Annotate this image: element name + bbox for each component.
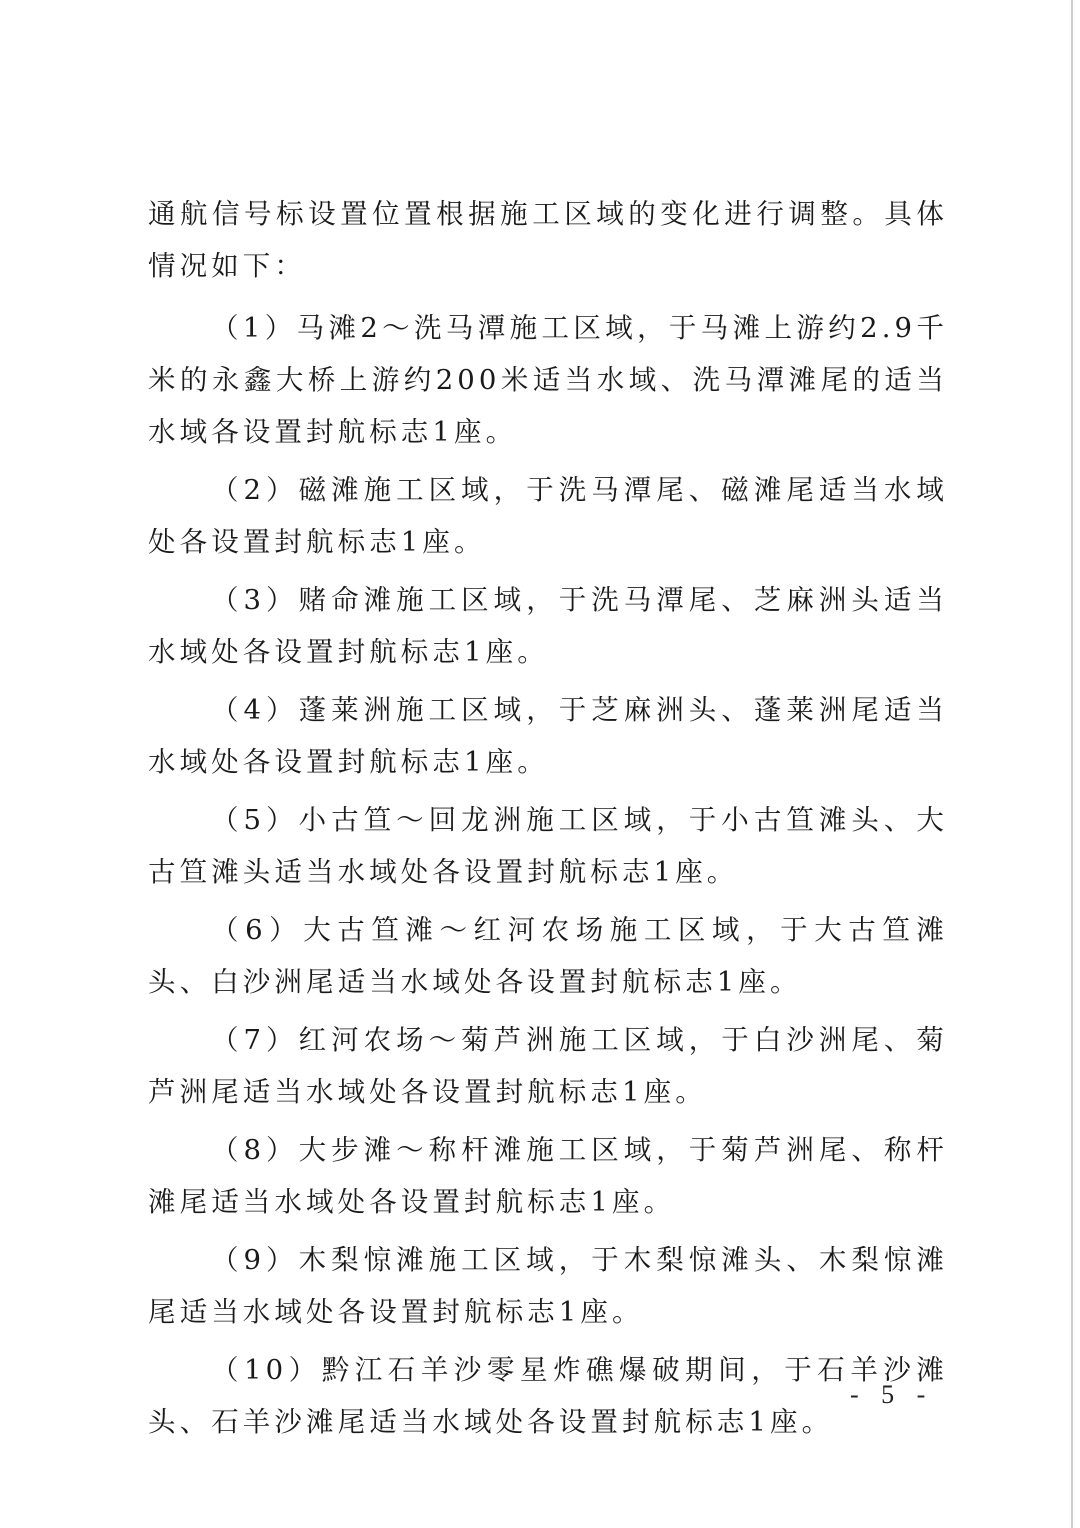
item-label: （6） bbox=[211, 914, 304, 946]
item-label: （3） bbox=[211, 584, 299, 616]
document-body bbox=[148, 188, 948, 1454]
item-text: 黔江石羊沙零星炸礁爆破期间，于石羊沙滩头、石羊沙滩尾适当水域处各设置封航标志1座。 bbox=[148, 1354, 948, 1438]
item-text: 磁滩施工区域，于洗马潭尾、磁滩尾适当水域处各设置封航标志1座。 bbox=[148, 474, 949, 558]
item-label: （4） bbox=[211, 694, 299, 726]
list-item-7 bbox=[148, 1014, 948, 1118]
list-item-2 bbox=[148, 464, 948, 568]
item-label: （2） bbox=[211, 474, 299, 506]
scan-edge-line bbox=[1071, 0, 1073, 1528]
item-label: （8） bbox=[211, 1134, 299, 1166]
item-text: 小古笪～回龙洲施工区域，于小古笪滩头、大古笪滩头适当水域处各设置封航标志1座。 bbox=[148, 804, 949, 888]
list-item-6 bbox=[148, 904, 948, 1008]
list-item-1 bbox=[148, 302, 948, 458]
page-number: - 5 - bbox=[850, 1380, 934, 1409]
item-text: 赌命滩施工区域，于洗马潭尾、芝麻洲头适当水域处各设置封航标志1座。 bbox=[148, 584, 949, 668]
list-item-4 bbox=[148, 684, 948, 788]
item-text: 大古笪滩～红河农场施工区域，于大古笪滩头、白沙洲尾适当水域处各设置封航标志1座。 bbox=[148, 914, 948, 998]
item-text: 大步滩～称杆滩施工区域，于菊芦洲尾、称杆滩尾适当水域处各设置封航标志1座。 bbox=[148, 1134, 949, 1218]
item-label: （10） bbox=[211, 1354, 322, 1386]
intro-paragraph: 通航信号标设置位置根据施工区域的变化进行调整。具体情况如下： bbox=[148, 198, 948, 282]
list-item-10 bbox=[148, 1344, 948, 1448]
item-text: 蓬莱洲施工区域，于芝麻洲头、蓬莱洲尾适当水域处各设置封航标志1座。 bbox=[148, 694, 949, 778]
list-item-3 bbox=[148, 574, 948, 678]
list-item-5 bbox=[148, 794, 948, 898]
list-item-9 bbox=[148, 1234, 948, 1338]
item-label: （9） bbox=[211, 1244, 299, 1276]
list-item-8 bbox=[148, 1124, 948, 1228]
item-text: 木梨惊滩施工区域，于木梨惊滩头、木梨惊滩尾适当水域处各设置封航标志1座。 bbox=[148, 1244, 949, 1328]
item-label: （1） bbox=[211, 312, 297, 344]
item-text: 马滩2～洗马潭施工区域，于马滩上游约2.9千米的永鑫大桥上游约200米适当水域、洗马潭滩尾的适当水域各设置封航标志1座。 bbox=[148, 312, 949, 448]
item-text: 红河农场～菊芦洲施工区域，于白沙洲尾、菊芦洲尾适当水域处各设置封航标志1座。 bbox=[148, 1024, 949, 1108]
item-label: （5） bbox=[211, 804, 299, 836]
item-label: （7） bbox=[211, 1024, 299, 1056]
